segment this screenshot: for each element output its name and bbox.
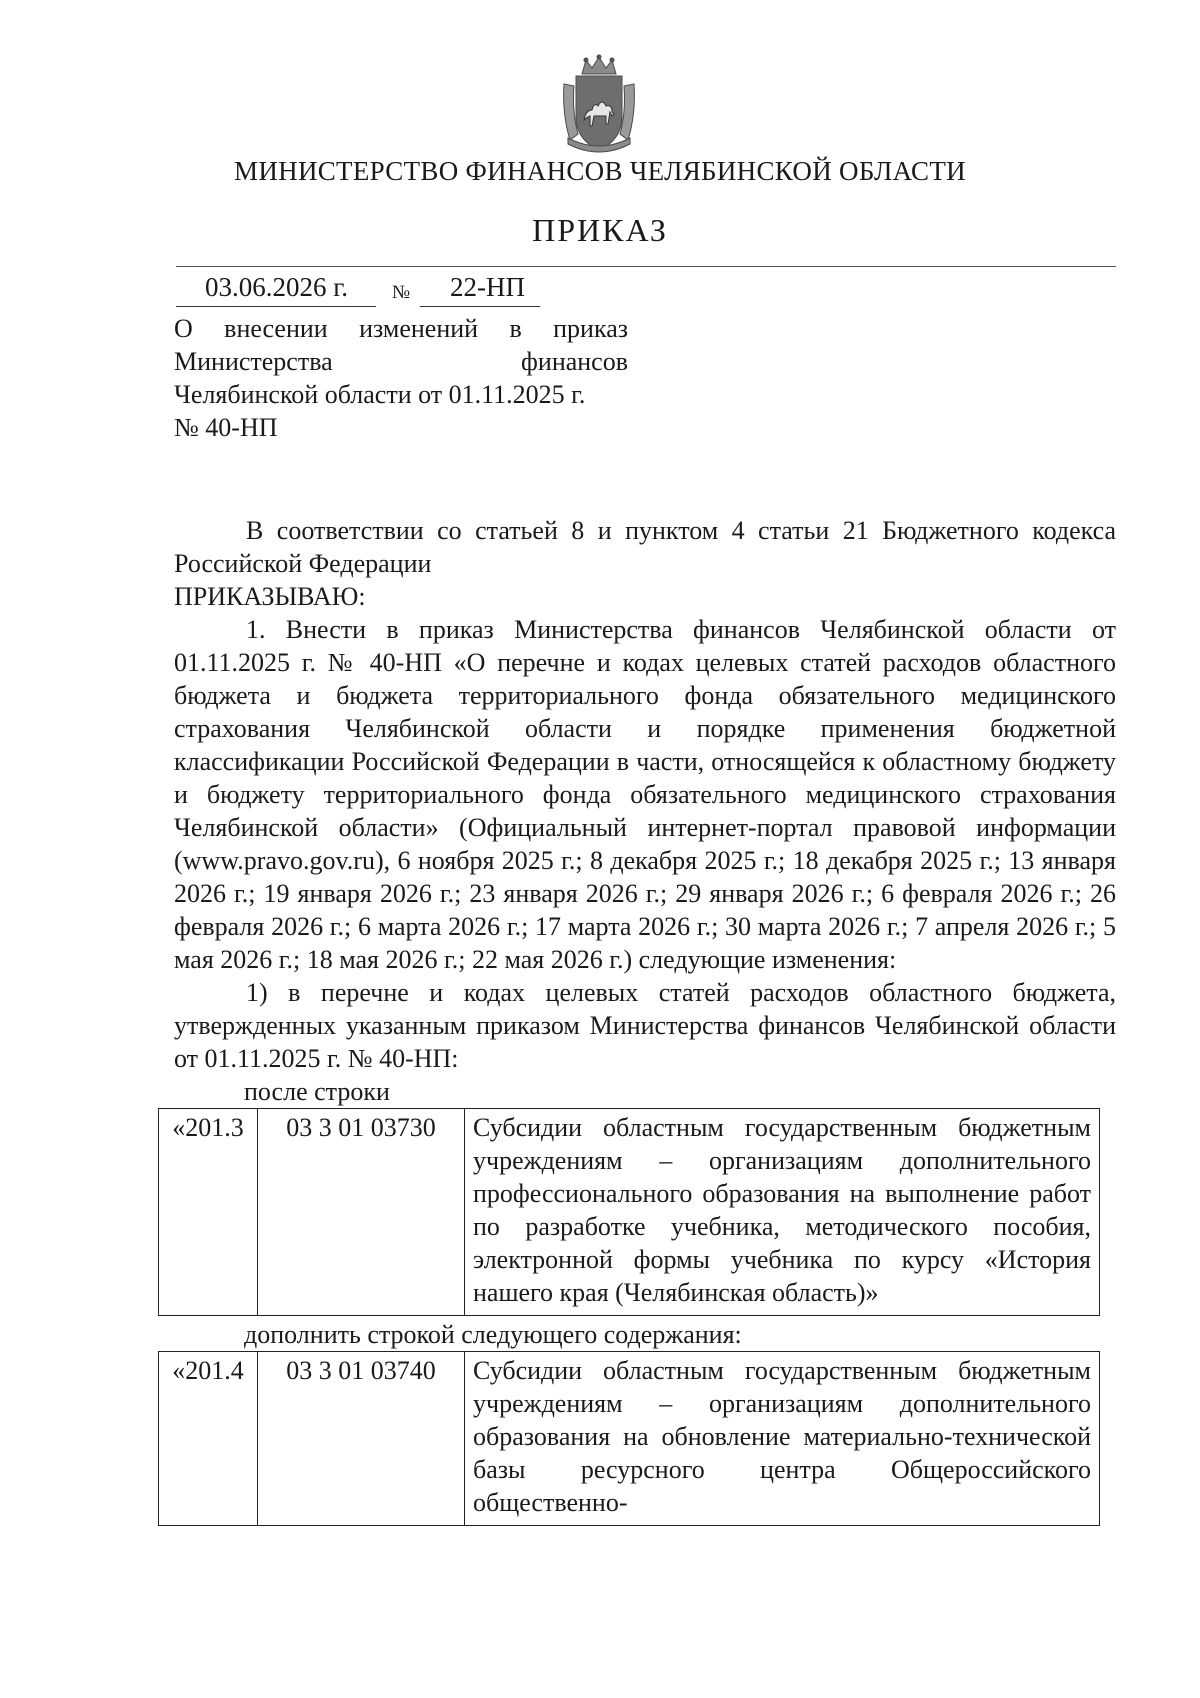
order-word: ПРИКАЗЫВАЮ:: [174, 582, 366, 611]
table-row: [159, 1109, 1100, 1316]
description-cell: Субсидии областным государственным бюджетным учреждениям – организациям дополнительного образования на обновление материально-технической базы ресурсного центра Общероссийского общественно-: [465, 1352, 1100, 1526]
ministry-name: МИНИСТЕРСТВО ФИНАНСОВ ЧЕЛЯБИНСКОЙ ОБЛАСТИ: [234, 156, 966, 186]
description-cell: Субсидии областным государственным бюджетным учреждениям – организациям дополнительного профессионального образования на выполнение работ по разработке учебника, методического пособия, электронной формы учебника по курсу «История нашего края (Челябинская область)»: [465, 1109, 1100, 1316]
subject-line: О внесении изменений в приказ: [174, 314, 628, 343]
header-divider: [176, 266, 1116, 267]
item-1-paragraph: 1. Внести в приказ Министерства финансов Челябинской области от 01.11.2025 г. № 40-НП «О перечне и кодах целевых статей расходов областного бюджета и бюджета территориального фонда обязательного медицинского страхования Челябинской области и порядке применения бюджетной классификации Российской Федерации в части, относящейся к областному бюджету и бюджету территориального фонда обязательного медицинского страхования Челябинской области» (Официальный интернет-портал правовой информации (www.pravo.gov.ru), 6 ноября 2025 г.; 8 декабря 2025 г.; 18 декабря 2025 г.; 13 января 2026 г.; 19 января 2026 г.; 23 января 2026 г.; 29 января 2026 г.; 6 февраля 2026 г.; 26 февраля 2026 г.; 6 марта 2026 г.; 17 марта 2026 г.; 30 марта 2026 г.; 7 апреля 2026 г.; 5 мая 2026 г.; 18 мая 2026 г.; 22 мая 2026 г.) следующие изменения:: [174, 615, 1116, 974]
order-date: 03.06.2026 г.: [205, 272, 349, 302]
new-row-table: [158, 1351, 1100, 1526]
date-number-row: [0, 272, 1200, 312]
row-number-cell: «201.4: [159, 1352, 258, 1526]
preamble-paragraph: В соответствии со статьей 8 и пунктом 4 статьи 21 Бюджетного кодекса Российской Федерации: [174, 516, 1116, 578]
coat-of-arms-emblem: [560, 54, 638, 154]
order-number: 22-НП: [450, 272, 525, 302]
order-subject: [174, 312, 628, 444]
document-type-title: ПРИКАЗ: [532, 212, 668, 248]
order-body: [174, 514, 1116, 1526]
subject-line: № 40-НП: [174, 413, 278, 442]
existing-row-table: [158, 1108, 1100, 1316]
number-underline: [420, 306, 540, 307]
date-underline: [176, 306, 376, 307]
number-sign: №: [392, 282, 411, 303]
subject-line: Челябинской области от 01.11.2025 г.: [174, 380, 586, 409]
row-number-cell: «201.3: [159, 1109, 258, 1316]
code-cell: 03 3 01 03740: [258, 1352, 465, 1526]
after-row-caption: после строки: [244, 1077, 390, 1106]
subitem-1-paragraph: 1) в перечне и кодах целевых статей расходов областного бюджета, утвержденных указанным приказом Министерства финансов Челябинской области от 01.11.2025 г. № 40-НП:: [174, 978, 1116, 1073]
table-row: [159, 1352, 1100, 1526]
code-cell: 03 3 01 03730: [258, 1109, 465, 1316]
add-row-caption: дополнить строкой следующего содержания:: [244, 1320, 742, 1349]
subject-line: Министерства финансов: [174, 347, 628, 376]
